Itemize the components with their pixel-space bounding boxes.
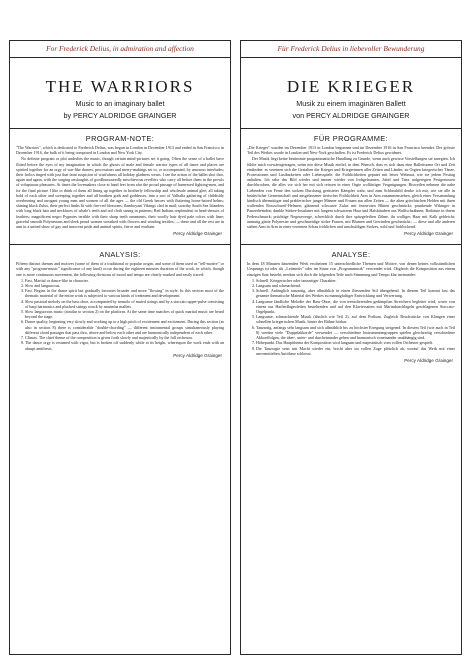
german-page <box>240 40 462 655</box>
program-paragraph: "The Warriors", which is dedicated to Frederick Delius, was begun in London in December 1913 and ended in San Francisco in December 1916, the bulk of it being composed in London and New York City. <box>16 145 224 156</box>
list-item: 5. Langsame, schmachtende Musik (ähnlich wie Teil 2), auf dem Podium. Zugleich Bruchstücke von Klängen einer schnellen kriegerischen Musik, hinter der Bühne hörbar. <box>256 314 455 324</box>
program-note-heading: PROGRAM-NOTE: <box>85 134 155 143</box>
list-item: 4. Slow pastoral melody on the bass oboe, accompanied by tremolo of muted strings and by a staccato upper-pulse consisting of harp harmonics and plucked strings struck by marimba mallets. <box>25 299 224 309</box>
list-item: 3. Fast. Begins in the dance spirit but gradually becomes broader and more "flowing" in style. In this section most of the thematic material of the entire work is subjected to various kinds of treatment and development. <box>25 288 224 298</box>
divider <box>241 244 461 245</box>
program-note-heading: FÜR PROGRAMME: <box>313 134 389 143</box>
analysis-body <box>10 261 230 358</box>
analysis-signature: Percy Aldridge Grainger <box>173 352 222 358</box>
divider <box>10 128 230 129</box>
subtitle: Music to an imaginary ballet <box>75 99 165 108</box>
program-paragraph: „Die Krieger" wurden im Dezember 1913 in London begonnen und im Dezember 1916 in San Francisco beendet. Der grösste Teil des Werkes wurde in London und New-York geschaffen. Es ist Frederick Delius gewidmet. <box>247 145 455 156</box>
program-paragraph: Der Musik liegt keine bestimmte programmatische Handlung zu Grunde, wenn auch gewisse Vorstellungen sie anregten. Ich fühlte mich vorwärtsgetragen, wenn mir diese Musik einfiel, in dem Wunsch, dass es sich dazu eine Ballettszene Ort und Zeit einfinden: es vereinen sich die Gestalten der Krieger und Kriegerinnen aller Zeiten und Länder, zu Orgien kriegerischer Tänze, Prozessionen und Lustbarkeiten oder Liebesspiele, die Fröhlichkeiten gepaart mit leiser Wehmut, wie sie jedem Festtag anhaften. Ich sehe das Bild wieder und immer wieder von frohgelaunten, Jubel und Tanz aufgeregten Festgenossen durchbrochen, die alles vor sich her mit sich reissen in einer Orgie wollüstiger Vergnügungen. Bisweilen nehmen die nahe Liebenden von Ferne den stolzen Durchzug gerüsteter Kämpfer wahr, und zum Schlussbild denke ich mir, wie sie alle in brüderlicher Gemeinschaft und ausgelassener tierischer Fröhlichkeit Arm in Arm zusammenstehen, gleich einer Versammlung kindisch übermütiger und prahlerischer junger Männer und Frauen aus allen Zeiten — die alten griechischen Helden mit ihren wallenden Rossschweif-Helmen; glänzend schwarze Zulus mit feuerroten Blüten geschmückt; prunkende Wikinger in Panzerhemden; dunkle Südsee-Insulaner mit langem schwarzem Haar und Halsbändern aus Walfischzähnen; Rothäute in ihrem Federschmuck; prächtige Negerzwerge, schrecklich durch ihre spitzgefeilten Zähne, ihr wolliges Haar mit Kalk gebleicht; anmutig glatte Polynesier und geschmeidige stolze Frauen, mit Blumen und Gewinden geschmückt; — diese und alle anderen stehen Arm in Arm in einer vereinten Schau fröhlichen und unschuldigen Stolzes, wild und frohlockend. <box>247 156 455 230</box>
program-note-body <box>10 145 230 237</box>
program-signature: Percy Aldridge Grainger <box>404 231 453 237</box>
byline: von PERCY ALDRIDGE GRAINGER <box>292 111 410 120</box>
list-item: 1. Schnell. Kriegerischer oder tanzartiger Charakter. <box>256 278 455 283</box>
analysis-list <box>247 278 455 356</box>
analysis-intro: In dem 18 Minuten dauernden Werk erscheinen 15 unterschiedliche Themen und Motive, von denen keines volkstümlichen Ursprungs ist oder als „Leitmotiv" oder im Sinne von „Programmusik" verwendet wird. Obgleich die Komposition aus einem einzigen Satz besteht, merken sich doch die folgenden Teile nach Stimmung und Tempo klar ineinander: <box>247 261 455 277</box>
list-item: 1. Fast, Martial or dance-like in character. <box>25 278 224 283</box>
analysis-heading: ANALYSE: <box>331 250 371 260</box>
list-item: 5. Slow languorous music (similar to section 2) on the platform. At the same time snatches of quick martial music are heard beyond the stage. <box>25 309 224 319</box>
divider <box>241 128 461 129</box>
byline: by PERCY ALDRIDGE GRAINGER <box>63 111 177 120</box>
divider <box>10 244 230 245</box>
list-item: 3. Schnell. Anfänglich tanzartig, aber allmählich in einen fliessenden Stil übergehend. In diesem Teil kommt fast das gesamte thematische Material des Werkes zu mannigfaltiger Entwicklung und Verwertung. <box>256 288 455 298</box>
page-title: THE WARRIORS <box>45 77 195 96</box>
analysis-intro: Fifteen distinct themes and motives (some of them of a traditional or popular origin, and some of them used as "tell-motive" or with any "program-music" significance of any kind) occur during the eighteen minutes duration of the work, in which, though one is more continuous movement, the following divisions of mood and tempo are clearly marked and easily traced: <box>16 261 224 277</box>
analysis-list <box>16 278 224 351</box>
page-title: DIE KRIEGER <box>286 77 416 96</box>
analysis-signature: Percy Aldridge Grainger <box>404 357 453 363</box>
subtitle: Musik zu einem imaginären Ballett <box>296 99 406 108</box>
dedication-banner: Für Frederick Delius in liebevoller Bewunderung <box>241 41 461 58</box>
analysis-heading: ANALYSIS: <box>99 250 141 260</box>
list-item: 7. Climax. The chief theme of the composition is given forth slowly and majestically by the full orchestra. <box>25 335 224 340</box>
list-item: 8. Die Tanzorgie setzt mit Macht wieder ein, bricht aber im vollen Zuge plötzlich ab, worauf das Werk mit einer unvermittelten Antithese schliesst. <box>256 346 455 356</box>
english-page <box>9 40 231 655</box>
program-signature: Percy Aldridge Grainger <box>173 231 222 237</box>
program-paragraph: No definite program or plot underlies the music, though certain mind-pictures set it going. Often the sense of a ballet have flitted before the eyes of my imagination in which the ghosts of male and female warrior types of all times and places are spirited together for an orgy of war-like dances, processions and merry-makings set to, or accompanied, by amorous interludes; their frolics tinged with just that faint suspicion of wistfulness all holiday gladness wears. I see the action of the ballet shot thro, again and again, with the surging onslaughts of goodhumouredly mischievous revellers who carry all before them in the prowls of voluptuous pleasures. At times the lovemakers close at hand feet from afar the proud passage of harnessed fighting-men, and for the final picture I like to think of them all lining up together in brotherly fellowship and wholesale animal glee; all taking hold of each other and sweeping together and all heathen gods and goddesses, into a sort of Valhalla gathering of childishly overbearing and arrogant young men and women of all the ages — the old Greek heroes with fluttering horse-haired helms; shining black Zulus, their perfect limbs lit with fire-red blossoms; flamboyant Vikings clad in mail; swarthy South Sea Islanders with long black hair and necklaces of whale's teeth and red cloth strung in patterns; Red Indians resplendent in head-dresses of feathers; magnificent negro Pygmies terrible with their sharp teeth ornaments, their woolly hair dyed pale colors with lime; graceful smooth Polynesians and sleek proud women wreathed with flowers and winding textiles; — these and all the rest are in arm in a united show of gay and innocent pride and animal spirits, fierce and exultant. <box>16 156 224 230</box>
analysis-body <box>241 261 461 364</box>
dedication-banner: For Frederick Delius, in admiration and affection <box>10 41 230 58</box>
list-item: 2. Langsam und schmachtend. <box>256 283 455 288</box>
list-item: 4. Langsame ländliche Melodie der Bass-Oboe, die von tremolierenden gedämpften Streichern begleitet wird, sowie von einem aus Harfenflageoletten bestehenden und auf den Klaviersaiten mit Marimbaschlägeln geschlagenen Staccato-Orgelpunkt. <box>256 299 455 315</box>
list-item: 7. Höhepunkt. Das Hauptthema der Komposition wird langsam und majestätisch vom vollen Orchester gespielt. <box>256 340 455 345</box>
list-item: 6. Tanzartig, anfangs sehr langsam und sich allmählich bis zu höchster Erregung steigernd. In diesem Teil (wie auch in Teil 8) werden viele "Doppelakkorde" verwendet — verschiedene Instrumentengruppen spielen gleichzeitig verschiedene Akkordfolgen, die über-, unter- und durcheinander gehen und harmonisch voneinander unabhängig sind. <box>256 325 455 341</box>
list-item: 2. Slow and languorous. <box>25 283 224 288</box>
list-item: 6. Dance quality, beginning very slowly and working up to a high pitch of excitement and excitement. During this section (as also in section 8) there is considerable "double-chording" — different instrumental groups simultaneously playing different chord passages that pass thro, above and below each other and are harmonically independent of each other. <box>25 319 224 335</box>
list-item: 8. The dance orgy is resumed with vigor, but is broken off suddenly while at its height, whereupon the work ends with an abrupt antithesis. <box>25 340 224 350</box>
program-note-body <box>241 145 461 237</box>
